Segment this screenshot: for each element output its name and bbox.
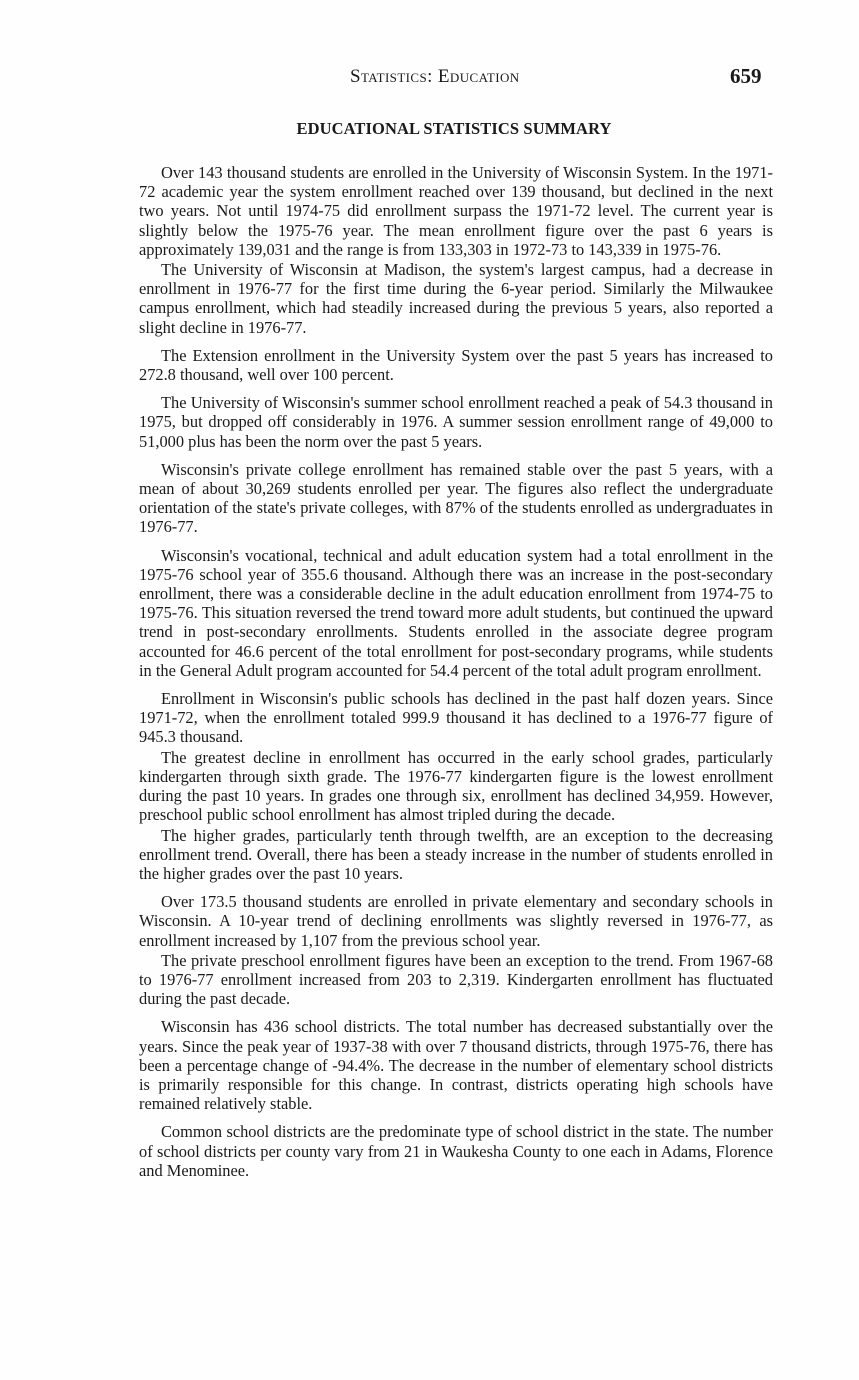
paragraph-madison-milwaukee: The University of Wisconsin at Madison, the system's largest campus, had a decrease in enrollment in 1976-77 for the first time during the 6-year period. Similarly the Milwaukee campus enrollment, which had steadily increased during the previous 5 years, also reported a slight decline in 1976-77.: [139, 260, 773, 337]
paragraph-common-school-districts: Common school districts are the predominate type of school district in the state. The number of school districts per county vary from 21 in Waukesha County to one each in Adams, Florence and Menominee.: [139, 1122, 773, 1180]
paragraph-summer-school: The University of Wisconsin's summer school enrollment reached a peak of 54.3 thousand in 1975, but dropped off considerably in 1976. A summer session enrollment range of 49,000 to 51,000 plus has been the norm over the past 5 years.: [139, 393, 773, 451]
running-title: Statistics: Education: [350, 66, 520, 87]
paragraph-extension-enrollment: The Extension enrollment in the University System over the past 5 years has increased to 272.8 thousand, well over 100 percent.: [139, 345, 773, 385]
page-number: 659: [730, 64, 762, 88]
paragraph-school-districts: Wisconsin has 436 school districts. The total number has decreased substantially over the years. Since the peak year of 1937-38 with over 7 thousand districts, through 1975-76, there has been a percentage change of -94.4%. The decrease in the number of elementary school districts is primarily responsible for this change. In contrast, districts operating high schools have remained relatively stable.: [139, 1017, 773, 1114]
paragraph-public-school-decline: Enrollment in Wisconsin's public schools has declined in the past half dozen years. Since 1971-72, when the enrollment totaled 999.9 thousand it has declined to a 1976-77 figure of 945.3 thousand.: [139, 689, 773, 747]
paragraph-private-preschool: The private preschool enrollment figures have been an exception to the trend. From 1967-68 to 1976-77 enrollment increased from 203 to 2,319. Kindergarten enrollment has fluctuated during the past decade.: [139, 950, 773, 1009]
running-header: [0, 64, 859, 92]
paragraph-higher-grades: The higher grades, particularly tenth through twelfth, are an exception to the decreasing enrollment trend. Overall, there has been a steady increase in the number of students enrolled in the higher grades over the past 10 years.: [139, 825, 773, 883]
paragraph-uw-system-enrollment: Over 143 thousand students are enrolled in the University of Wisconsin System. In the 1971-72 academic year the system enrollment reached over 139 thousand, but declined in the next two years. Not until 1974-75 did enrollment surpass the 1971-72 level. The current year is slightly below the 1975-76 year. The mean enrollment figure over the past 6 years is approximately 139,031 and the range is from 133,303 in 1972-73 to 143,339 in 1975-76.: [139, 163, 773, 259]
paragraph-private-elementary-secondary: Over 173.5 thousand students are enrolled in private elementary and secondary schools in Wisconsin. A 10-year trend of declining enrollments was slightly reversed in 1976-77, as enrollment increased by 1,107 from the previous school year.: [139, 892, 773, 950]
summary-body: [139, 163, 773, 1180]
paragraph-vocational-education: Wisconsin's vocational, technical and adult education system had a total enrollment in the 1975-76 school year of 355.6 thousand. Although there was an increase in the post-secondary enrollment, there was a considerable decline in the adult education enrollment from 1974-75 to 1975-76. This situation reversed the trend toward more adult students, but continued the upward trend in post-secondary enrollments. Students enrolled in the associate degree program accounted for 46.6 percent of the total enrollment for post-secondary programs, while students in the General Adult program accounted for 54.4 percent of the total adult program enrollment.: [139, 545, 773, 680]
paragraph-early-grades: The greatest decline in enrollment has occurred in the early school grades, particularly kindergarten through sixth grade. The 1976-77 kindergarten figure is the lowest enrollment during the past 10 years. In grades one through six, enrollment has declined 34,959. However, preschool public school enrollment has almost tripled during the decade.: [139, 747, 773, 825]
paragraph-private-college: Wisconsin's private college enrollment has remained stable over the past 5 years, with a mean of about 30,269 students enrolled per year. The figures also reflect the undergraduate orientation of the state's private colleges, with 87% of the students enrolled as undergraduates in 1976-77.: [139, 459, 773, 537]
summary-title: EDUCATIONAL STATISTICS SUMMARY: [296, 119, 612, 138]
